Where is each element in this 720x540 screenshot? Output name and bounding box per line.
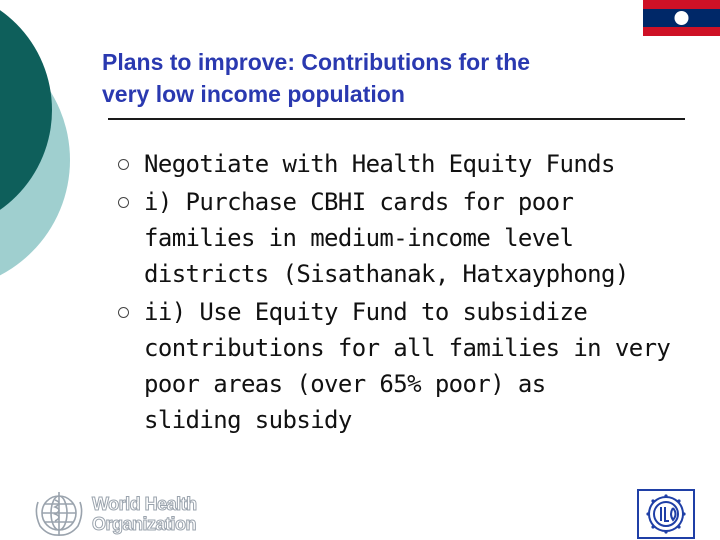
bullet-circle-icon	[118, 197, 129, 208]
slide-title	[102, 46, 662, 110]
who-text-line: Organization	[92, 514, 197, 534]
bullet-line: ii) Use Equity Fund to subsidize	[144, 298, 588, 326]
bullet-line: poor areas (over 65% poor) as	[144, 370, 546, 398]
bullet-circle-icon	[118, 307, 129, 318]
bullet-circle-icon	[118, 159, 129, 170]
bullet-line: families in medium-income level	[144, 224, 574, 252]
bullet-line: contributions for all families in very	[144, 334, 671, 362]
ilo-logo	[637, 489, 695, 539]
decorative-circles	[0, 0, 90, 300]
who-logo-text	[92, 494, 197, 534]
bullet-item	[118, 294, 698, 438]
bullet-item	[118, 146, 698, 182]
ilo-emblem-icon	[639, 491, 693, 537]
who-text-line: World Health	[92, 494, 197, 514]
bullet-line: Negotiate with Health Equity Funds	[144, 150, 615, 178]
bullet-list	[118, 146, 698, 440]
title-line-1: Plans to improve: Contributions for the	[102, 49, 531, 75]
bullet-item	[118, 184, 698, 292]
laos-flag-icon	[643, 0, 720, 36]
bullet-line: districts (Sisathanak, Hatxayphong)	[144, 260, 629, 288]
title-line-2: very low income population	[102, 81, 405, 107]
title-divider	[108, 118, 685, 120]
bullet-line: sliding subsidy	[144, 406, 352, 434]
bullet-line: i) Purchase CBHI cards for poor	[144, 188, 574, 216]
